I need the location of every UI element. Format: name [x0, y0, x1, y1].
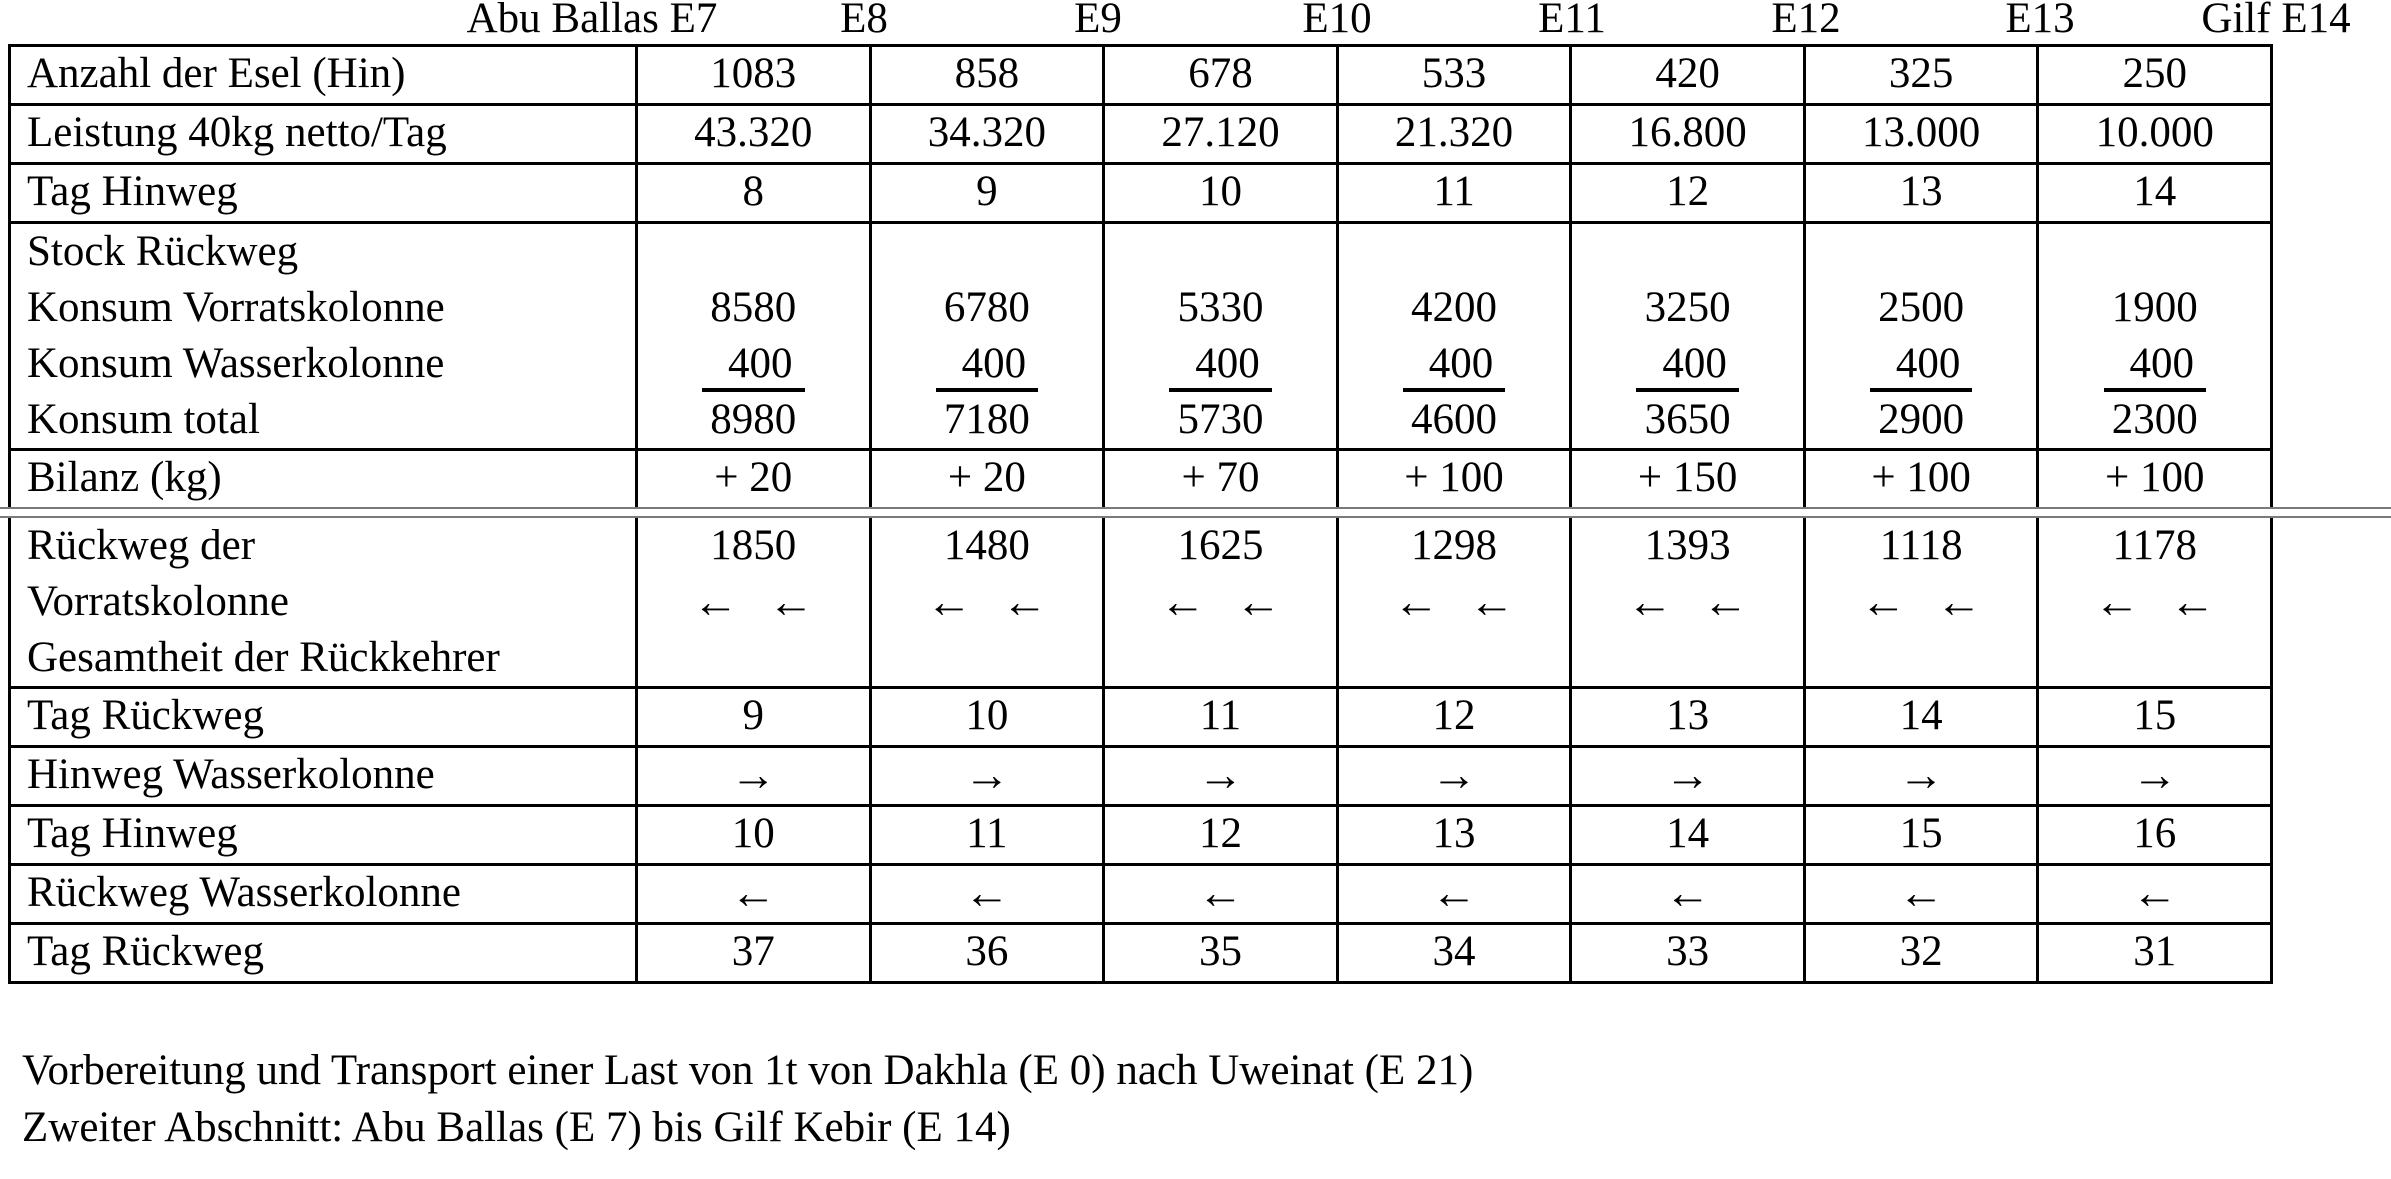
left-arrow-icon: ←	[872, 866, 1106, 922]
data-cell: + 100	[2105, 454, 2205, 501]
data-cell: 325	[1806, 47, 2040, 103]
data-cell: 32	[1806, 925, 2040, 981]
row-bilanz	[11, 451, 2270, 507]
row-label: Hinweg Wasserkolonne	[11, 748, 638, 804]
data-cell: 250	[2122, 50, 2187, 97]
row-label: Rückweg Wasserkolonne	[11, 866, 638, 922]
station-label: E11	[1538, 0, 1606, 42]
underlined-value: 400	[2104, 342, 2207, 392]
double-left-arrow-icon: ← ←	[1626, 576, 1749, 627]
row-label: Bilanz (kg)	[11, 451, 638, 507]
left-arrow-icon: ←	[1339, 866, 1573, 922]
data-cell: 1480 ← ←	[872, 518, 1106, 686]
data-cell: 31	[2133, 928, 2177, 975]
left-arrow-icon: ←	[1105, 866, 1339, 922]
double-left-arrow-icon: ← ←	[926, 576, 1048, 627]
data-cell: + 100	[1339, 451, 1573, 507]
data-cell: 15	[1806, 807, 2040, 863]
data-cell: 21.320	[1339, 106, 1573, 162]
data-cell: 678	[1105, 47, 1339, 103]
station-header	[0, 0, 2391, 44]
data-cell: 1850 ← ←	[638, 518, 872, 686]
right-arrow-icon: →	[2131, 749, 2178, 800]
row-label: Tag Rückweg	[11, 925, 638, 981]
station-label: Gilf E14	[2201, 0, 2351, 42]
data-cell: 11	[1105, 689, 1339, 745]
right-arrow-icon: →	[1339, 748, 1573, 804]
data-cell: 36	[872, 925, 1106, 981]
data-cell: 12	[1339, 689, 1573, 745]
row-tag-hinweg-1	[11, 165, 2270, 224]
data-cell: + 20	[872, 451, 1106, 507]
data-cell: 16	[2133, 810, 2177, 857]
data-cell: 27.120	[1105, 106, 1339, 162]
underlined-value: 400	[936, 342, 1039, 392]
underlined-value: 400	[1636, 342, 1739, 392]
caption-line-2: Zweiter Abschnitt: Abu Ballas (E 7) bis Gilf Kebir (E 14)	[22, 1104, 1011, 1151]
data-cell: 13	[1806, 165, 2040, 221]
data-cell: + 150	[1572, 451, 1806, 507]
data-cell: 12	[1572, 165, 1806, 221]
data-cell: 1393 ← ←	[1572, 518, 1806, 686]
data-cell: 9	[872, 165, 1106, 221]
data-cell: + 100	[1806, 451, 2040, 507]
data-cell: 533	[1339, 47, 1573, 103]
row-label: Tag Hinweg	[11, 165, 638, 221]
row-anzahl-esel	[11, 47, 2270, 106]
station-label: E9	[1074, 0, 1122, 42]
station-label: E13	[2005, 0, 2075, 42]
data-cell: 11	[872, 807, 1106, 863]
underlined-value: 400	[1870, 342, 1973, 392]
data-cell: 35	[1105, 925, 1339, 981]
data-cell: 8	[638, 165, 872, 221]
double-left-arrow-icon: ← ←	[1860, 576, 1982, 627]
row-stock-rueckweg	[11, 224, 2270, 451]
double-left-arrow-icon: ← ←	[1393, 576, 1515, 627]
data-cell: 14	[2133, 168, 2177, 215]
transport-table	[8, 44, 2273, 984]
data-cell: 8580 400 8980	[638, 224, 872, 448]
data-cell: 10	[1105, 165, 1339, 221]
row-tag-rueckweg-2	[11, 925, 2270, 981]
left-arrow-icon: ←	[1572, 866, 1806, 922]
data-cell: + 70	[1105, 451, 1339, 507]
double-left-arrow-icon: ← ←	[1159, 576, 1282, 627]
row-label-block: Stock Rückweg Konsum Vorratskolonne Konsum Wasserkolonne Konsum total	[11, 224, 638, 448]
row-rueckweg-vorratskolonne	[11, 518, 2270, 689]
row-rueckweg-wasserkolonne	[11, 866, 2270, 925]
double-left-arrow-icon: ← ←	[2094, 576, 2216, 627]
data-cell: 5330 400 5730	[1105, 224, 1339, 448]
data-cell: 43.320	[638, 106, 872, 162]
data-cell: 10	[872, 689, 1106, 745]
data-cell: 12	[1105, 807, 1339, 863]
row-leistung	[11, 106, 2270, 165]
data-cell: 1118 ← ←	[1806, 518, 2040, 686]
station-label: E12	[1771, 0, 1841, 42]
data-cell: 1298 ← ←	[1339, 518, 1573, 686]
data-cell: 420	[1572, 47, 1806, 103]
data-cell: 1178 ← ←	[2039, 518, 2270, 686]
data-cell: 3250 400 3650	[1572, 224, 1806, 448]
right-arrow-icon: →	[872, 748, 1106, 804]
row-hinweg-wasserkolonne	[11, 748, 2270, 807]
underlined-value: 400	[1169, 342, 1272, 392]
data-cell: 37	[638, 925, 872, 981]
row-label: Tag Hinweg	[11, 807, 638, 863]
right-arrow-icon: →	[1806, 748, 2040, 804]
data-cell: 11	[1339, 165, 1573, 221]
underlined-value: 400	[702, 342, 805, 392]
row-tag-hinweg-2	[11, 807, 2270, 866]
row-tag-rueckweg-1	[11, 689, 2270, 748]
data-cell: 14	[1572, 807, 1806, 863]
right-arrow-icon: →	[1105, 748, 1339, 804]
left-arrow-icon: ←	[638, 866, 872, 922]
data-cell: 6780 400 7180	[872, 224, 1106, 448]
table-caption	[22, 1042, 1473, 1156]
section-separator-double-line	[0, 507, 2391, 518]
data-cell: 1083	[638, 47, 872, 103]
data-cell: 13	[1572, 689, 1806, 745]
data-cell: 1625 ← ←	[1105, 518, 1339, 686]
data-cell: 16.800	[1572, 106, 1806, 162]
station-label: E10	[1302, 0, 1372, 42]
double-left-arrow-icon: ← ←	[692, 576, 815, 627]
data-cell: 9	[638, 689, 872, 745]
station-label: E8	[840, 0, 888, 42]
data-cell: 13.000	[1806, 106, 2040, 162]
data-cell: 13	[1339, 807, 1573, 863]
data-cell: 34.320	[872, 106, 1106, 162]
row-label: Leistung 40kg netto/Tag	[11, 106, 638, 162]
left-arrow-icon: ←	[1806, 866, 2040, 922]
caption-line-1: Vorbereitung und Transport einer Last von 1t von Dakhla (E 0) nach Uweinat (E 21)	[22, 1047, 1474, 1094]
data-cell: 2500 400 2900	[1806, 224, 2040, 448]
data-cell: 33	[1572, 925, 1806, 981]
row-label: Tag Rückweg	[11, 689, 638, 745]
row-label-block: Rückweg der Vorratskolonne Gesamtheit der Rückkehrer	[11, 518, 638, 686]
underlined-value: 400	[1403, 342, 1506, 392]
data-cell: 34	[1339, 925, 1573, 981]
row-label: Anzahl der Esel (Hin)	[11, 47, 638, 103]
data-cell: 10	[638, 807, 872, 863]
data-cell: 14	[1806, 689, 2040, 745]
data-cell: 858	[872, 47, 1106, 103]
right-arrow-icon: →	[638, 748, 872, 804]
data-cell: 15	[2133, 692, 2177, 739]
right-arrow-icon: →	[1572, 748, 1806, 804]
data-cell: 10.000	[2095, 109, 2214, 156]
left-arrow-icon: ←	[2131, 867, 2178, 918]
station-label: Abu Ballas E7	[466, 0, 718, 42]
data-cell: + 20	[638, 451, 872, 507]
data-cell: 4200 400 4600	[1339, 224, 1573, 448]
data-cell: 1900 400 2300	[2039, 224, 2270, 448]
